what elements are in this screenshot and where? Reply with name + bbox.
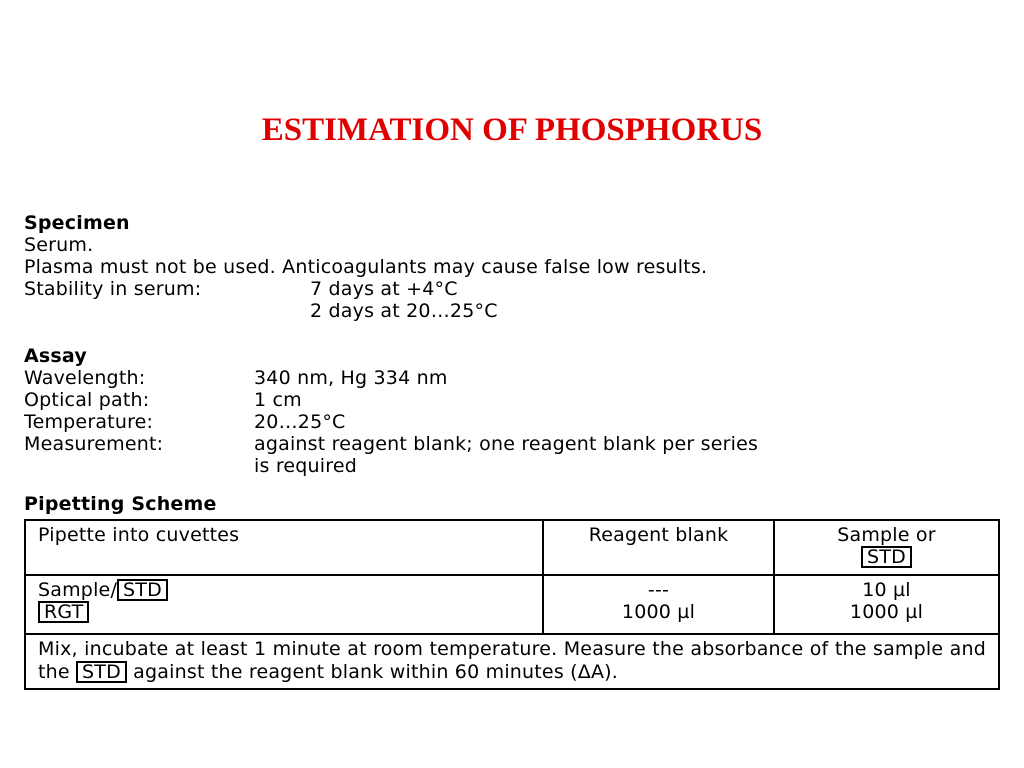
row-labels: Sample/ STD RGT	[25, 575, 543, 634]
assay-value: 1 cm	[254, 389, 302, 411]
assay-label: Temperature:	[24, 411, 154, 433]
assay-row-optical-path	[24, 389, 1004, 411]
assay-row-temperature	[24, 411, 1004, 433]
stability-row	[24, 278, 1004, 300]
mix-instructions: Mix, incubate at least 1 minute at room temperature. Measure the absorbance of the sample and the STD against the reagent blank within 60 minutes (ΔA).	[25, 634, 999, 689]
table-note-row	[25, 634, 999, 689]
sample-values: 10 µl 1000 µl	[774, 575, 999, 634]
table-row	[25, 575, 999, 634]
assay-value: 20…25°C	[254, 411, 346, 433]
specimen-heading: Specimen	[24, 212, 130, 234]
stability-value-2: 2 days at 20…25°C	[310, 300, 498, 322]
assay-label: Measurement:	[24, 433, 164, 455]
std-box: STD	[861, 546, 912, 568]
stability-value-1: 7 days at +4°C	[310, 278, 458, 300]
table-header-row	[25, 520, 999, 575]
specimen-line-plasma: Plasma must not be used. Anticoagulants may cause false low results.	[24, 256, 708, 278]
std-box: STD	[76, 661, 127, 683]
assay-label: Wavelength:	[24, 367, 146, 389]
assay-row-measurement	[24, 433, 1004, 477]
header-sample-or-std: Sample or STD	[774, 520, 999, 575]
slide-title: ESTIMATION OF PHOSPHORUS	[261, 112, 763, 148]
stability-row-2	[24, 300, 1004, 322]
assay-value: 340 nm, Hg 334 nm	[254, 367, 448, 389]
specimen-line-serum: Serum.	[24, 234, 94, 256]
reagent-blank-values: --- 1000 µl	[543, 575, 774, 634]
stability-label: Stability in serum:	[24, 278, 202, 300]
assay-heading: Assay	[24, 345, 87, 367]
std-box: STD	[117, 579, 168, 601]
assay-row-wavelength	[24, 367, 1004, 389]
pipetting-table	[24, 519, 1000, 690]
assay-label: Optical path:	[24, 389, 150, 411]
header-pipette: Pipette into cuvettes	[25, 520, 543, 575]
header-reagent-blank: Reagent blank	[543, 520, 774, 575]
rgt-box: RGT	[38, 601, 89, 623]
pipetting-heading: Pipetting Scheme	[24, 493, 217, 515]
assay-value: against reagent blank; one reagent blank per series is required	[254, 433, 759, 477]
procedure-document	[24, 212, 1004, 690]
